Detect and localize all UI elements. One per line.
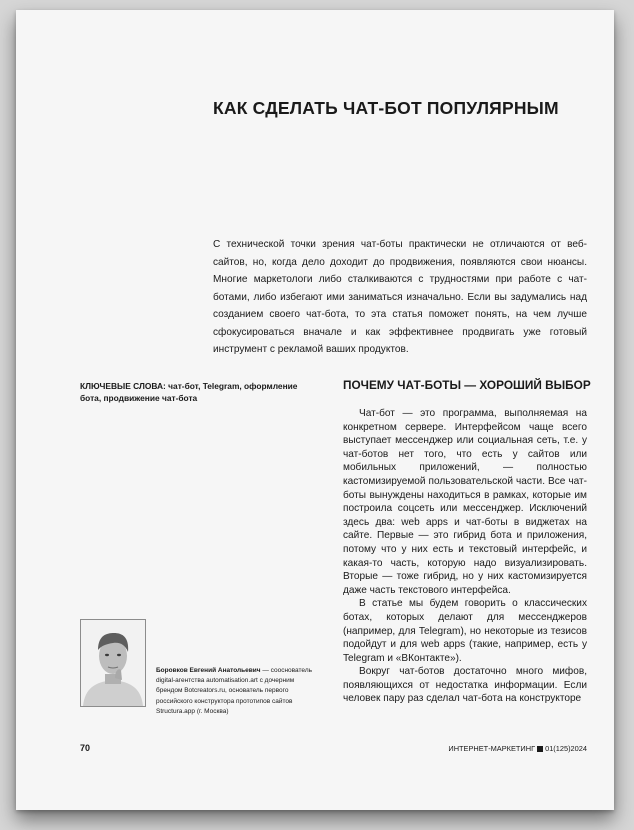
author-info: [156, 666, 318, 717]
author-bio: — сооснователь digital-агентства automatisation.art с дочерним брендом Botcreators.ru, основатель первого российского конструктора прототипов сайтов Structura.app (г. Москва): [156, 667, 313, 715]
journal-issue: 01(125)2024: [545, 744, 587, 753]
keywords: КЛЮЧЕВЫЕ СЛОВА: чат-бот, Telegram, оформление бота, продвижение чат-бота: [80, 381, 298, 403]
journal-name: ИНТЕРНЕТ-МАРКЕТИНГ: [448, 744, 536, 753]
magazine-page: [16, 10, 614, 810]
author-name: Боровков Евгений Анатольевич: [156, 667, 261, 674]
section-heading: ПОЧЕМУ ЧАТ-БОТЫ — ХОРОШИЙ ВЫБОР: [343, 378, 591, 392]
journal-footer: [448, 744, 587, 753]
square-icon: [537, 746, 543, 752]
article-body: [343, 407, 587, 706]
article-title: КАК СДЕЛАТЬ ЧАТ-БОТ ПОПУЛЯРНЫМ: [213, 98, 559, 118]
portrait-icon: [81, 620, 145, 706]
paragraph: Вокруг чат-ботов достаточно много мифов, появляющихся от недостатка информации. Если человек пару раз сделал чат-бота на конструкторе: [343, 666, 587, 705]
article-lead: С технической точки зрения чат-боты практически не отличаются от веб-сайтов, но, когда дело доходит до продвижения, появляются свои нюансы. Многие маркетологи либо сталкиваются с трудностями при работе с чат-ботами, либо избегают ими заниматься изначально. Если вы задумались над созданием своего чат-бота, то эта статья поможет понять, на чем лучше сфокусироваться вначале и как эффективнее продвигать уже готовый инструмент с рекламой ваших продуктов.: [213, 239, 587, 355]
page-number: 70: [80, 743, 91, 753]
paragraph: Чат-бот — это программа, выполняемая на конкретном сервере. Интерфейсом чаще всего выступает мессенджер или социальная сеть, т.е. у чат-ботов нет того, что есть у сайтов или мобильных приложений, — полностью кастомизируемой пользовательской части. Все чат-боты вынуждены находиться в рамках, которые им построила соцсеть или мессенджер. Исключений здесь два: web apps и чат-боты в виджетах на сайте. Первые — это гибрид бота и приложения, потому что у них есть и текстовый интерфейс, и какая-то часть, которую надо визуализировать. Вторые — тоже гибрид, но у них кастомизируется даже часть текстового интерфейса.: [343, 408, 587, 596]
paragraph: В статье мы будем говорить о классических ботах, которых делают для мессенджеров (например, для Telegram), но некоторые из тезисов подойдут и для web apps (такие, например, есть у Telegram и «ВКонтакте»).: [343, 598, 587, 664]
author-photo: [80, 619, 146, 707]
